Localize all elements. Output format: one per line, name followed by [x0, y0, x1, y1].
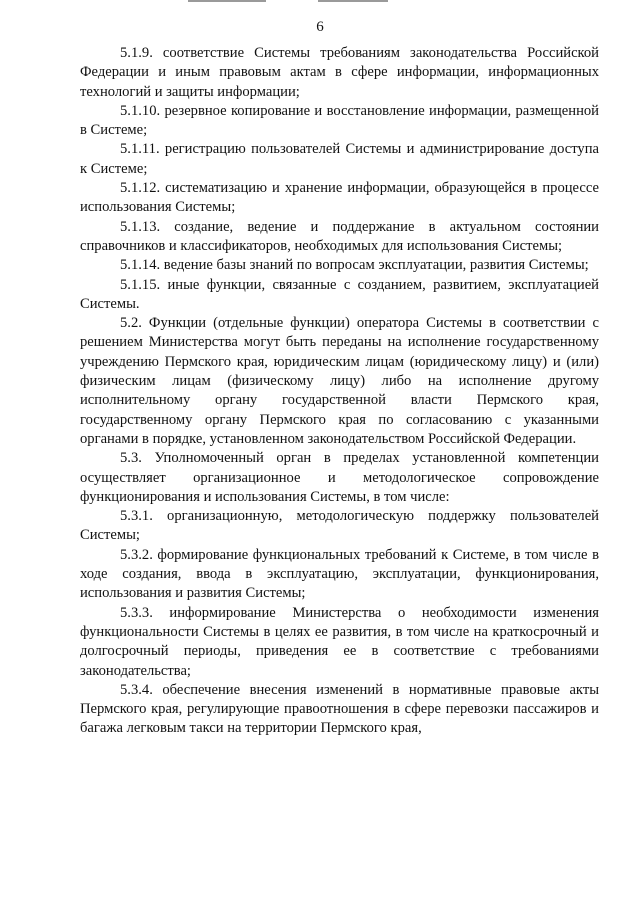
paragraph-5-3: 5.3. Уполномоченный орган в пределах установленной компетенции осуществляет организационное и методологическое сопровождение функционирования и использования Системы, в том числе:: [80, 450, 599, 505]
paragraph-5-1-13: 5.1.13. создание, ведение и поддержание в актуальном состоянии справочников и классификаторов, необходимых для использования Системы;: [80, 218, 599, 254]
scan-mark: [188, 0, 266, 2]
paragraph-5-1-14: 5.1.14. ведение базы знаний по вопросам эксплуатации, развития Системы;: [120, 257, 589, 274]
paragraph-5-1-11: 5.1.11. регистрацию пользователей Системы и администрирование доступа к Системе;: [80, 141, 599, 177]
paragraph-5-3-3: 5.3.3. информирование Министерства о необходимости изменения функциональности Системы в целях ее развития, в том числе на краткосрочный и долгосрочный периоды, приведения ее в соответствие с требованиями законодательства;: [80, 604, 599, 679]
paragraph-5-1-9: 5.1.9. соответствие Системы требованиям законодательства Российской Федерации и иным правовым актам в сфере информации, информационных технологий и защиты информации;: [80, 45, 599, 100]
scan-edge-marks: [0, 0, 640, 6]
paragraph-5-2: 5.2. Функции (отдельные функции) оператора Системы в соответствии с решением Министерства могут быть переданы на исполнение государственному учреждению Пермского края, юридическим лицам (юридическому лицу) и (или) физическим лицам (физическому лицу) либо на исполнение другому исполнительному органу государственной власти Пермского края, государственному органу Пермского края по согласованию с указанными органами в порядке, установленном законодательством Российской Федерации.: [80, 315, 599, 447]
paragraph-5-3-2: 5.3.2. формирование функциональных требований к Системе, в том числе в ходе создания, ввода в эксплуатацию, эксплуатации, функционирования, использования и развития Системы;: [80, 546, 599, 602]
scan-mark: [318, 0, 388, 2]
paragraph-5-1-12: 5.1.12. систематизацию и хранение информации, образующейся в процессе использования Системы;: [80, 180, 599, 216]
paragraph-5-1-10: 5.1.10. резервное копирование и восстановление информации, размещенной в Системе;: [80, 102, 599, 139]
page-number: 6: [316, 19, 324, 35]
paragraph-5-3-4: 5.3.4. обеспечение внесения изменений в нормативные правовые акты Пермского края, регулирующие правоотношения в сфере перевозки пассажиров и багажа легковым такси на территории Пермского края,: [80, 681, 599, 737]
document-body: [80, 44, 599, 739]
paragraph-5-3-1: 5.3.1. организационную, методологическую поддержку пользователей Системы;: [80, 508, 599, 544]
paragraph-5-1-15: 5.1.15. иные функции, связанные с созданием, развитием, эксплуатацией Системы.: [80, 276, 599, 312]
